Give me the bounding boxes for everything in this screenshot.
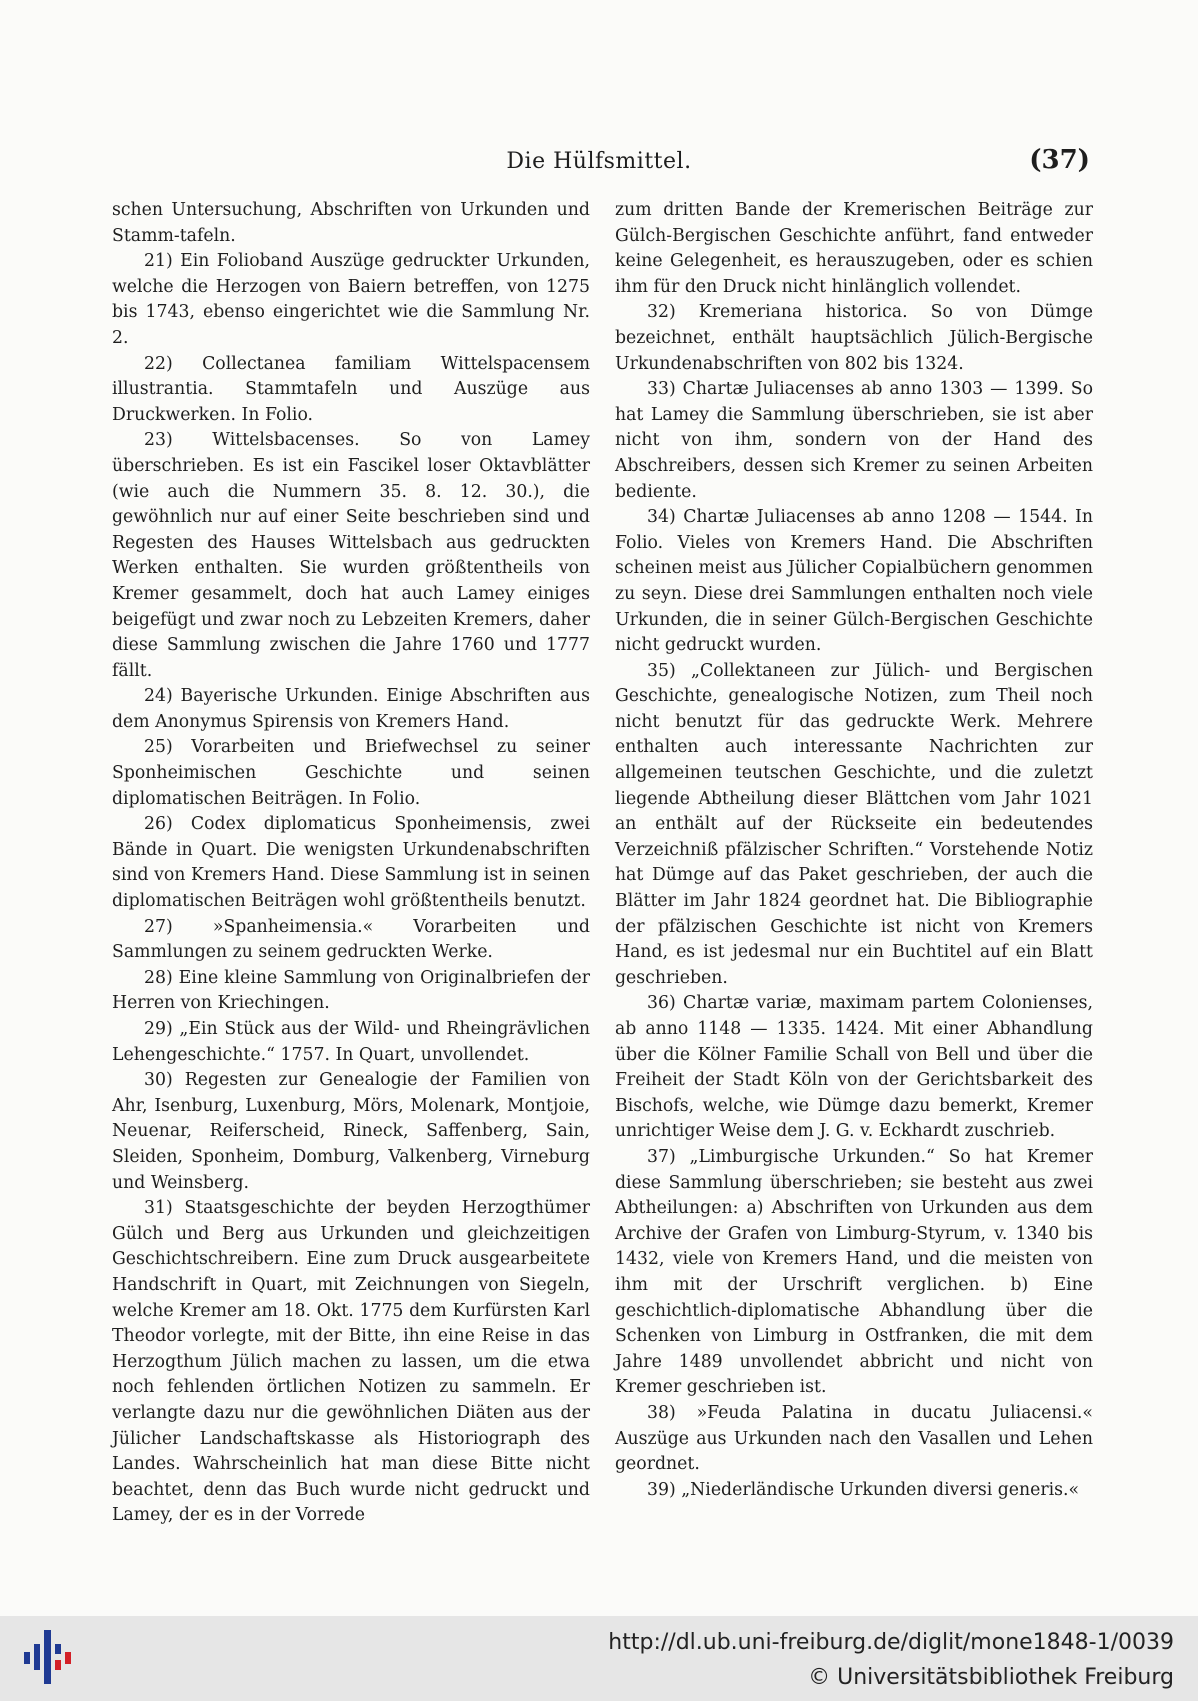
copyright-notice: © Universitätsbibliothek Freiburg [808,1665,1174,1690]
page-number: (37) [1029,145,1090,175]
paragraph: 29) „Ein Stück aus der Wild- und Rheingrävlichen Lehengeschichte.“ 1757. In Quart, unvollendet. [112,1019,590,1065]
paragraph: 37) „Limburgische Urkunden.“ So hat Kremer diese Sammlung überschrieben; sie besteht aus zwei Abtheilungen: a) Abschriften von Urkunden aus dem Archive der Grafen von Limburg-Styrum, v. 1340 bis 1432, viele von Kremers Hand, und die meisten von ihm mit der Urschrift verglichen. b) Eine geschichtlich-diplomatische Abhandlung über die Schenken von Limburg in Ostfranken, die mit dem Jahre 1489 unvollendet abbricht und nicht von Kremer geschrieben ist. [615,1146,1093,1398]
paragraph: 33) Chartæ Juliacenses ab anno 1303 — 1399. So hat Lamey die Sammlung überschrieben, sie ist aber nicht von ihm, sondern von der Hand des Abschreibers, dessen sich Kremer zu seinen Arbeiten bediente. [615,379,1093,502]
page-header [108,143,1090,183]
paragraph: 35) „Collektaneen zur Jülich- und Bergischen Geschichte, genealogische Notizen, zum Theil noch nicht benutzt für das gedruckte Werk. Mehrere enthalten auch interessante Nachrichten zur allgemeinen teutschen Geschichte, und die zuletzt liegende Abtheilung dieser Blättchen vom Jahr 1021 an enthält auf der Rückseite ein bedeutendes Verzeichniß pfälzischer Schriften.“ Vorstehende Notiz hat Dümge auf das Paket geschrieben, der auch die Blätter im Jahr 1824 geordnet hat. Die Bibliographie der pfälzischen Geschichte ist nicht von Kremers Hand, es ist jedesmal nur ein Buchtitel auf ein Blatt geschrieben. [615,660,1093,988]
paragraph: 28) Eine kleine Sammlung von Originalbriefen der Herren von Kriechingen. [112,967,590,1014]
paragraph: 34) Chartæ Juliacenses ab anno 1208 — 1544. In Folio. Vieles von Kremers Hand. Die Abschriften scheinen meist aus Jülicher Copialbüchern genommen zu seyn. Diese drei Sammlungen enthalten noch viele Urkunden, die in seiner Gülch-Bergischen Geschichte nicht gedruckt wurden. [615,507,1093,656]
left-column [112,198,590,1529]
paragraph: 24) Bayerische Urkunden. Einige Abschriften aus dem Anonymus Spirensis von Kremers Hand. [112,686,590,732]
paragraph: 26) Codex diplomaticus Sponheimensis, zwei Bände in Quart. Die wenigsten Urkundenabschriften sind von Kremers Hand. Diese Sammlung ist in seinen diplomatischen Beiträgen wohl größtentheils benutzt. [112,814,590,912]
right-column [615,198,1093,1503]
paragraph: 22) Collectanea familiam Wittelspacensem illustrantia. Stammtafeln und Auszüge aus Druckwerken. In Folio. [112,353,590,425]
paragraph: 21) Ein Folioband Auszüge gedruckter Urkunden, welche die Herzogen von Baiern betreffen, von 1275 bis 1743, ebenso eingerichtet wie die Sammlung Nr. 2. [112,251,590,348]
paragraph: 30) Regesten zur Genealogie der Familien von Ahr, Isenburg, Luxenburg, Mörs, Molenark, Montjoie, Neuenar, Reiferscheid, Rineck, Saffenberg, Sain, Sleiden, Sponheim, Domburg, Valkenberg, Virneburg und Weinsberg. [112,1070,590,1193]
paragraph: 31) Staatsgeschichte der beyden Herzogthümer Gülch und Berg aus Urkunden und gleichzeitigen Geschichtschreibern. Eine zum Druck ausgearbeitete Handschrift in Quart, mit Zeichnungen von Siegeln, welche Kremer am 18. Okt. 1775 dem Kurfürsten Karl Theodor vorlegte, mit der Bitte, ihn eine Reise in das Herzogthum Jülich machen zu lassen, um die etwa noch fehlenden örtlichen Notizen zu sammeln. Er verlangte dazu nur die gewöhnlichen Diäten aus der Jülicher Landschaftskasse als Historiograph des Landes. Wahrscheinlich hat man diese Bitte nicht beachtet, denn das Buch wurde nicht gedruckt und Lamey, der es in der Vorrede [112,1198,590,1526]
paragraph: 36) Chartæ variæ, maximam partem Colonienses, ab anno 1148 — 1335. 1424. Mit einer Abhandlung über die Kölner Familie Schall von Bell und über die Freiheit der Stadt Köln von der Gerichtsbarkeit des Bischofs, welche, wie Dümge dazu bemerkt, Kremer unrichtiger Weise dem J. G. v. Eckhardt zuschrieb. [615,993,1093,1142]
paragraph: 39) „Niederländische Urkunden diversi generis.« [647,1479,1080,1500]
paragraph: 38) »Feuda Palatina in ducatu Juliacensi.« Auszüge aus Urkunden nach den Vasallen und Lehen geordnet. [615,1402,1093,1475]
paragraph: 25) Vorarbeiten und Briefwechsel zu seiner Sponheimischen Geschichte und seinen diplomatischen Beiträgen. In Folio. [112,737,590,809]
paragraph: zum dritten Bande der Kremerischen Beiträge zur Gülch-Bergischen Geschichte anführt, fand entweder keine Gelegenheit, es herauszugeben, oder es schien ihm für den Druck nicht hinlänglich vollendet. [615,200,1093,297]
source-url-link[interactable]: http://dl.ub.uni-freiburg.de/diglit/mone1848-1/0039 [608,1630,1174,1655]
paragraph: 27) »Spanheimensia.« Vorarbeiten und Sammlungen zu seinem gedruckten Werke. [112,916,590,963]
paragraph: 23) Wittelsbacenses. So von Lamey überschrieben. Es ist ein Fascikel loser Oktavblätter (wie auch die Nummern 35. 8. 12. 30.), die gewöhnlich nur auf einer Seite beschrieben sind und Regesten des Hauses Wittelsbach aus gedruckten Werken enthalten. Sie wurden größtentheils von Kremer gesammelt, doch hat auch Lamey einiges beigefügt und zwar noch zu Lebzeiten Kremers, daher diese Sammlung zwischen die Jahre 1760 und 1777 fällt. [112,430,590,681]
paragraph: schen Untersuchung, Abschriften von Urkunden und Stamm-tafeln. [112,200,590,246]
ub-freiburg-logo-icon[interactable] [20,1626,80,1688]
footer-bar [0,1616,1198,1701]
paragraph: 32) Kremeriana historica. So von Dümge bezeichnet, enthält hauptsächlich Jülich-Bergische Urkundenabschriften von 802 bis 1324. [615,302,1093,374]
running-title: Die Hülfsmittel. [506,149,692,174]
